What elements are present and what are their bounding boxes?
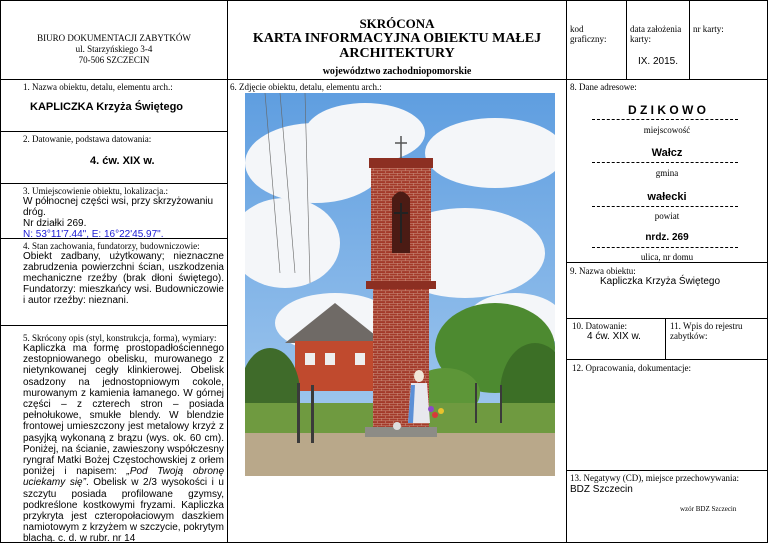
village-rule	[592, 119, 738, 120]
powiat-caption: powiat	[654, 211, 680, 221]
office-city: 70-506 SZCZECIN	[78, 55, 150, 65]
village-name: D Z I K O W O	[628, 103, 706, 117]
powiat-name: wałecki	[647, 191, 687, 203]
s1-label: 1. Nazwa obiektu, detalu, elementu arch.:	[23, 82, 173, 92]
s13-label: 13. Negatywy (CD), miejsce przechowywania:	[570, 473, 739, 483]
nr-box	[689, 0, 768, 80]
voivodeship: województwo zachodniopomorskie	[322, 66, 472, 77]
gmina-name: Wałcz	[651, 147, 683, 159]
coordinates: N: 53°11'7.44", E: 16°22'45.97".	[23, 229, 164, 240]
kod-label: kod graficzny:	[570, 24, 607, 44]
dating-value: 4. ćw. XIX w.	[90, 155, 155, 167]
footer-template: wzór BDZ Szczecin	[680, 505, 737, 513]
location-text	[23, 196, 223, 240]
nr-label: nr karty:	[693, 24, 724, 34]
street-caption: ulica, nr domu	[640, 252, 694, 262]
s12-label: 12. Opracowania, dokumentacje:	[572, 363, 691, 373]
s10-label: 10. Datowanie:	[572, 321, 627, 331]
office-street: ul. Starzyńskiego 3-4	[75, 44, 153, 54]
condition-text: Obiekt zadbany, użytkowany; nieznaczne zabrudzenia powierzchni ścian, uszkodzenia mechaniczne rzeźby (brak dłoni świętego). Fundatorzy: mieszkańcy wsi. Budowniczowie i autor rzeźby: nieznani.	[23, 251, 224, 306]
office-address	[0, 33, 228, 66]
gmina-caption: gmina	[655, 168, 679, 178]
continued-link: c. d. w rubr. nr 14	[58, 533, 136, 545]
powiat-rule	[592, 206, 738, 207]
description-part-1: Kapliczka ma formę prostopadłościennego zestopniowanego obelisku, murowanego z nietynkowanej cegły klinkierowej. Obelisk osadzony na jednostopniowym cokole, murowanym z kamienia łamanego. W górnej części – z czterech stron – posiada pełnołukowe, smukłe blendy. W blendzie frontowej umieszczony jest metalowy krzyż z pasyjką wykonaną z brązu (wys. ok. 60 cm). Poniżej, na ścianie, zawieszony współczesny ryngraf Matki Bożej Częstochowskiej z orłem poniżej i napisem:	[23, 343, 224, 478]
s8-label: 8. Dane adresowe:	[570, 82, 637, 92]
plot-number: Nr działki 269.	[23, 218, 87, 229]
s9-label: 9. Nazwa obiektu:	[570, 266, 636, 276]
date-label: data założenia karty:	[630, 24, 682, 44]
object-name: KAPLICZKA Krzyża Świętego	[30, 101, 184, 113]
s2-label: 2. Datowanie, podstawa datowania:	[23, 134, 152, 144]
street-number: nrdz. 269	[645, 232, 689, 243]
s11-label: 11. Wpis do rejestru zabytków:	[670, 321, 743, 341]
gmina-rule	[592, 162, 738, 163]
location-line-1: W północnej części wsi, przy skrzyżowaniu dróg.	[23, 196, 214, 218]
s5-label: 5. Skrócony opis (styl, konstrukcja, forma), wymiary:	[23, 333, 217, 343]
title-line-2: KARTA INFORMACYJNA OBIEKTU MAŁEJ	[252, 31, 542, 46]
s10-value: 4 ćw. XIX w.	[587, 331, 641, 342]
section-12	[566, 359, 768, 471]
s9-value: Kapliczka Krzyża Świętego	[600, 276, 721, 287]
card-title	[227, 16, 567, 61]
s6-label: 6. Zdjęcie obiektu, detalu, elementu arch.:	[230, 82, 382, 92]
office-name: BIURO DOKUMENTACJI ZABYTKÓW	[37, 33, 191, 43]
description-text	[23, 343, 224, 545]
s4-label: 4. Stan zachowania, fundatorzy, budowniczowie:	[23, 241, 200, 251]
chapel-photo	[245, 93, 555, 476]
title-line-1: SKRÓCONA	[359, 16, 435, 31]
village-caption: miejscowość	[643, 125, 691, 135]
description-part-2: . Obelisk w 2/3 wysokości i u szczytu posiada profilowane gzymsy, podkreślone kostkowymi fryzami. Kapliczka przykryta jest czteropołaciowym daszkiem namiotowym z krzyżem w szczycie, pokrytym blachą.	[23, 477, 224, 545]
street-rule	[592, 247, 738, 248]
s3-label: 3. Umiejscowienie obiektu, lokalizacja.:	[23, 186, 168, 196]
description-quote: „Pod Twoją obronę uciekamy się”	[23, 466, 225, 489]
title-line-3: ARCHITEKTURY	[339, 46, 455, 61]
date-value: IX. 2015.	[637, 56, 679, 67]
s13-value: BDZ Szczecin	[570, 484, 633, 495]
gravel-path	[245, 433, 555, 476]
